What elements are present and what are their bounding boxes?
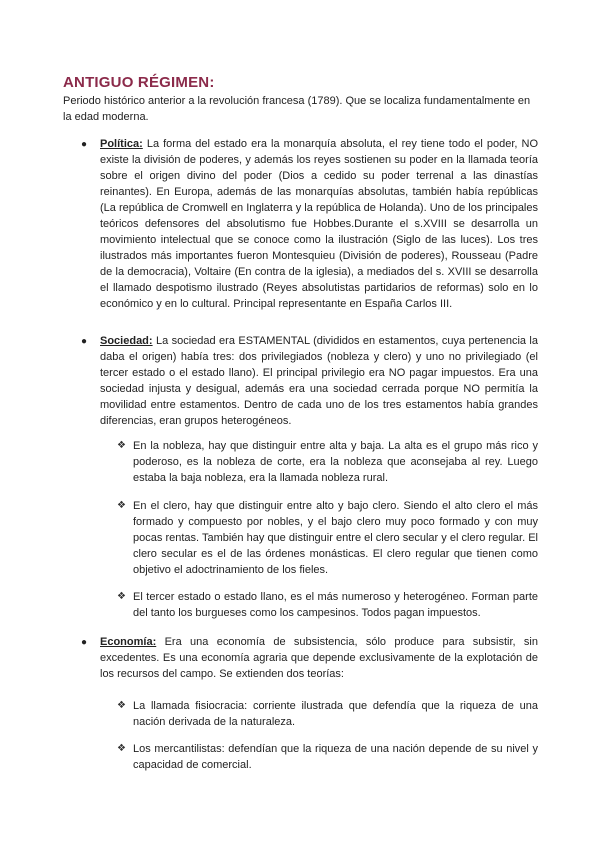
bullet-icon: ● (81, 336, 88, 347)
sub-item: En la nobleza, hay que distinguir entre alta y baja. La alta es el grupo más rico y poderoso, es la nobleza de corte, era la nobleza que aconsejaba al rey. Luego estaba la baja nobleza, era la llamada nobleza rural. (133, 440, 538, 484)
sub-item: En el clero, hay que distinguir entre alto y bajo clero. Siendo el alto clero el más formado y compuesto por nobles, y el bajo clero muy poco formado y con muy pocas rentas. También hay que distinguir entre el clero secular y el clero regular. El clero secular es el de las órdenes monásticas. El clero regular que tienen como objetivo el adoctrinamiento de los fieles. (133, 500, 538, 576)
section-label: Política: (100, 138, 143, 150)
bullet-icon: ● (81, 139, 88, 150)
sub-item: Los mercantilistas: defendían que la riqueza de una nación depende de su nivel y capacidad de comercial. (133, 743, 538, 771)
section-text: La sociedad era ESTAMENTAL (divididos en estamentos, cuya pertenencia la daba el origen) había tres: dos privilegiados (nobleza y clero) y uno no privilegiado (el tercer estado o el estado llano). El principal privilegio era NO pagar impuestos. Era una sociedad injusta y desigual, además era una sociedad cerrada porque NO permitía la movilidad entre estamentos. Dentro de cada uno de los tres estamentos había grandes diferencias, eran grupos heterogéneos. (100, 335, 538, 427)
section-politica (100, 136, 538, 312)
bullet-icon: ● (81, 637, 88, 648)
section-label: Economía: (100, 636, 157, 648)
section-text: La forma del estado era la monarquía absoluta, el rey tiene todo el poder, NO existe la división de poderes, y además los reyes sostienen su poder en la llamada teoría sobre el origen divino del poder (Dios a cedido su poder terrenal a las dinastías reinantes). En Europa, además de las monarquías absolutas, también había repúblicas (La república de Cromwell en Inglaterra y la república de Holanda). Uno de los principales teóricos defensores del absolutismo fue Hobbes.Durante el s.XVIII se desarrolla un movimiento intelectual que se conoce como la ilustración (Siglo de las luces). Los tres ilustrados más importantes fueron Montesquieu (División de poderes), Rousseau (Padre de la democracia), Voltaire (En contra de la iglesia), a mediados del s. XVIII se desarrolla el llamado despotismo ilustrado (Reyes absolutistas partidarios de reformas) solo en lo económico y en lo cultural. Principal representante en España Carlos III. (100, 138, 538, 310)
page-title: ANTIGUO RÉGIMEN: (63, 74, 215, 91)
diamond-bullet-icon: ❖ (117, 500, 126, 511)
section-text: Era una economía de subsistencia, sólo produce para subsistir, sin excedentes. Es una economía agraria que depende exclusivamente de la explotación de los recursos del campo. Se extienden dos teorías: (100, 636, 538, 680)
section-sociedad (100, 333, 538, 429)
section-economia (100, 634, 538, 682)
section-label: Sociedad: (100, 335, 153, 347)
diamond-bullet-icon: ❖ (117, 591, 126, 602)
sub-item: La llamada fisiocracia: corriente ilustrada que defendía que la riqueza de una nación derivada de la naturaleza. (133, 700, 538, 728)
diamond-bullet-icon: ❖ (117, 440, 126, 451)
intro-paragraph: Periodo histórico anterior a la revolución francesa (1789). Que se localiza fundamentalmente en la edad moderna. (63, 95, 531, 123)
sub-item: El tercer estado o estado llano, es el más numeroso y heterogéneo. Forman parte del tanto los burgueses como los campesinos. Todos pagan impuestos. (133, 591, 538, 619)
diamond-bullet-icon: ❖ (117, 743, 126, 754)
diamond-bullet-icon: ❖ (117, 700, 126, 711)
